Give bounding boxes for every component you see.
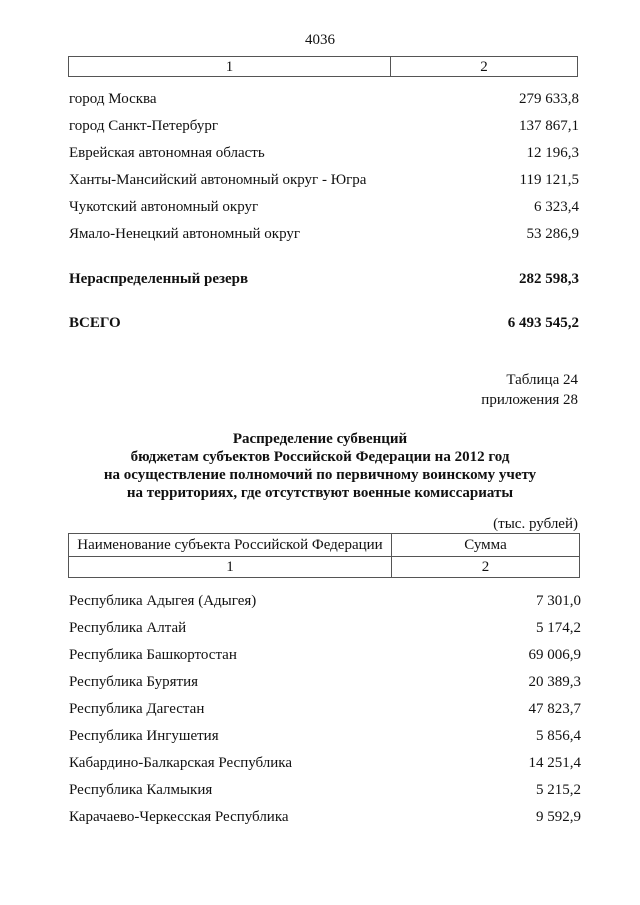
region-name: Еврейская автономная область — [69, 145, 265, 161]
region-name: Республика Бурятия — [69, 674, 199, 690]
table-row — [69, 224, 579, 244]
total-value: 6 493 545,2 — [507, 315, 579, 331]
table-row — [69, 116, 579, 136]
region-value: 14 251,4 — [528, 755, 581, 771]
region-name: город Москва — [69, 91, 157, 107]
column-number-1: 1 — [69, 57, 391, 77]
region-value: 5 174,2 — [536, 620, 581, 636]
region-name: Республика Алтай — [69, 620, 187, 636]
table-row — [69, 143, 579, 163]
region-name: Чукотский автономный округ — [69, 199, 259, 215]
table-caption-number: Таблица 24 — [506, 372, 578, 388]
table-row — [69, 89, 579, 109]
region-value: 12 196,3 — [526, 145, 579, 161]
table-row — [69, 672, 581, 692]
region-value: 47 823,7 — [528, 701, 581, 717]
region-value: 69 006,9 — [528, 647, 581, 663]
page-number: 4036 — [305, 32, 335, 48]
table-row — [69, 753, 581, 773]
reserve-row — [69, 269, 579, 289]
total-row — [69, 313, 579, 333]
table-row — [69, 807, 581, 827]
title-line: бюджетам субъектов Российской Федерации на 2012 год — [130, 449, 510, 465]
region-value: 137 867,1 — [519, 118, 579, 134]
region-value: 7 301,0 — [536, 593, 581, 609]
top-table-header — [68, 56, 578, 77]
table24-header — [68, 533, 580, 578]
region-value: 6 323,4 — [534, 199, 579, 215]
region-value: 5 856,4 — [536, 728, 581, 744]
region-name: Ямало-Ненецкий автономный округ — [69, 226, 301, 242]
region-name: Кабардино-Балкарская Республика — [69, 755, 293, 771]
title-line: на территориях, где отсутствуют военные комиссариаты — [126, 485, 514, 501]
total-label: ВСЕГО — [69, 315, 121, 331]
region-value: 5 215,2 — [536, 782, 581, 798]
reserve-value: 282 598,3 — [519, 271, 579, 287]
column-number-2: 2 — [392, 557, 580, 578]
table-row — [69, 645, 581, 665]
reserve-label: Нераспределенный резерв — [69, 271, 249, 287]
region-value: 20 389,3 — [528, 674, 581, 690]
region-name: Республика Дагестан — [69, 701, 205, 717]
region-value: 119 121,5 — [519, 172, 579, 188]
region-name: Республика Башкортостан — [69, 647, 237, 663]
region-name: Ханты-Мансийский автономный округ - Югра — [69, 172, 367, 188]
units-label: (тыс. рублей) — [493, 516, 578, 532]
table-row — [69, 170, 579, 190]
region-name: Республика Ингушетия — [69, 728, 219, 744]
title-line: на осуществление полномочий по первичному воинскому учету — [103, 467, 537, 483]
column-number-1: 1 — [69, 557, 392, 578]
region-name: Республика Адыгея (Адыгея) — [69, 593, 257, 609]
region-value: 9 592,9 — [536, 809, 581, 825]
table-row — [69, 618, 581, 638]
column-header-sum: Сумма — [392, 534, 580, 557]
table-row — [69, 780, 581, 800]
region-value: 53 286,9 — [526, 226, 579, 242]
region-value: 279 633,8 — [519, 91, 579, 107]
table-row — [69, 591, 581, 611]
title-line: Распределение субвенций — [232, 431, 408, 447]
column-number-2: 2 — [391, 57, 578, 77]
table-row — [69, 699, 581, 719]
column-header-name: Наименование субъекта Российской Федерации — [69, 534, 392, 557]
region-name: Карачаево-Черкесская Республика — [69, 809, 289, 825]
table-caption-appendix: приложения 28 — [481, 392, 578, 408]
region-name: Республика Калмыкия — [69, 782, 213, 798]
table-row — [69, 726, 581, 746]
region-name: город Санкт-Петербург — [69, 118, 218, 134]
table-row — [69, 197, 579, 217]
